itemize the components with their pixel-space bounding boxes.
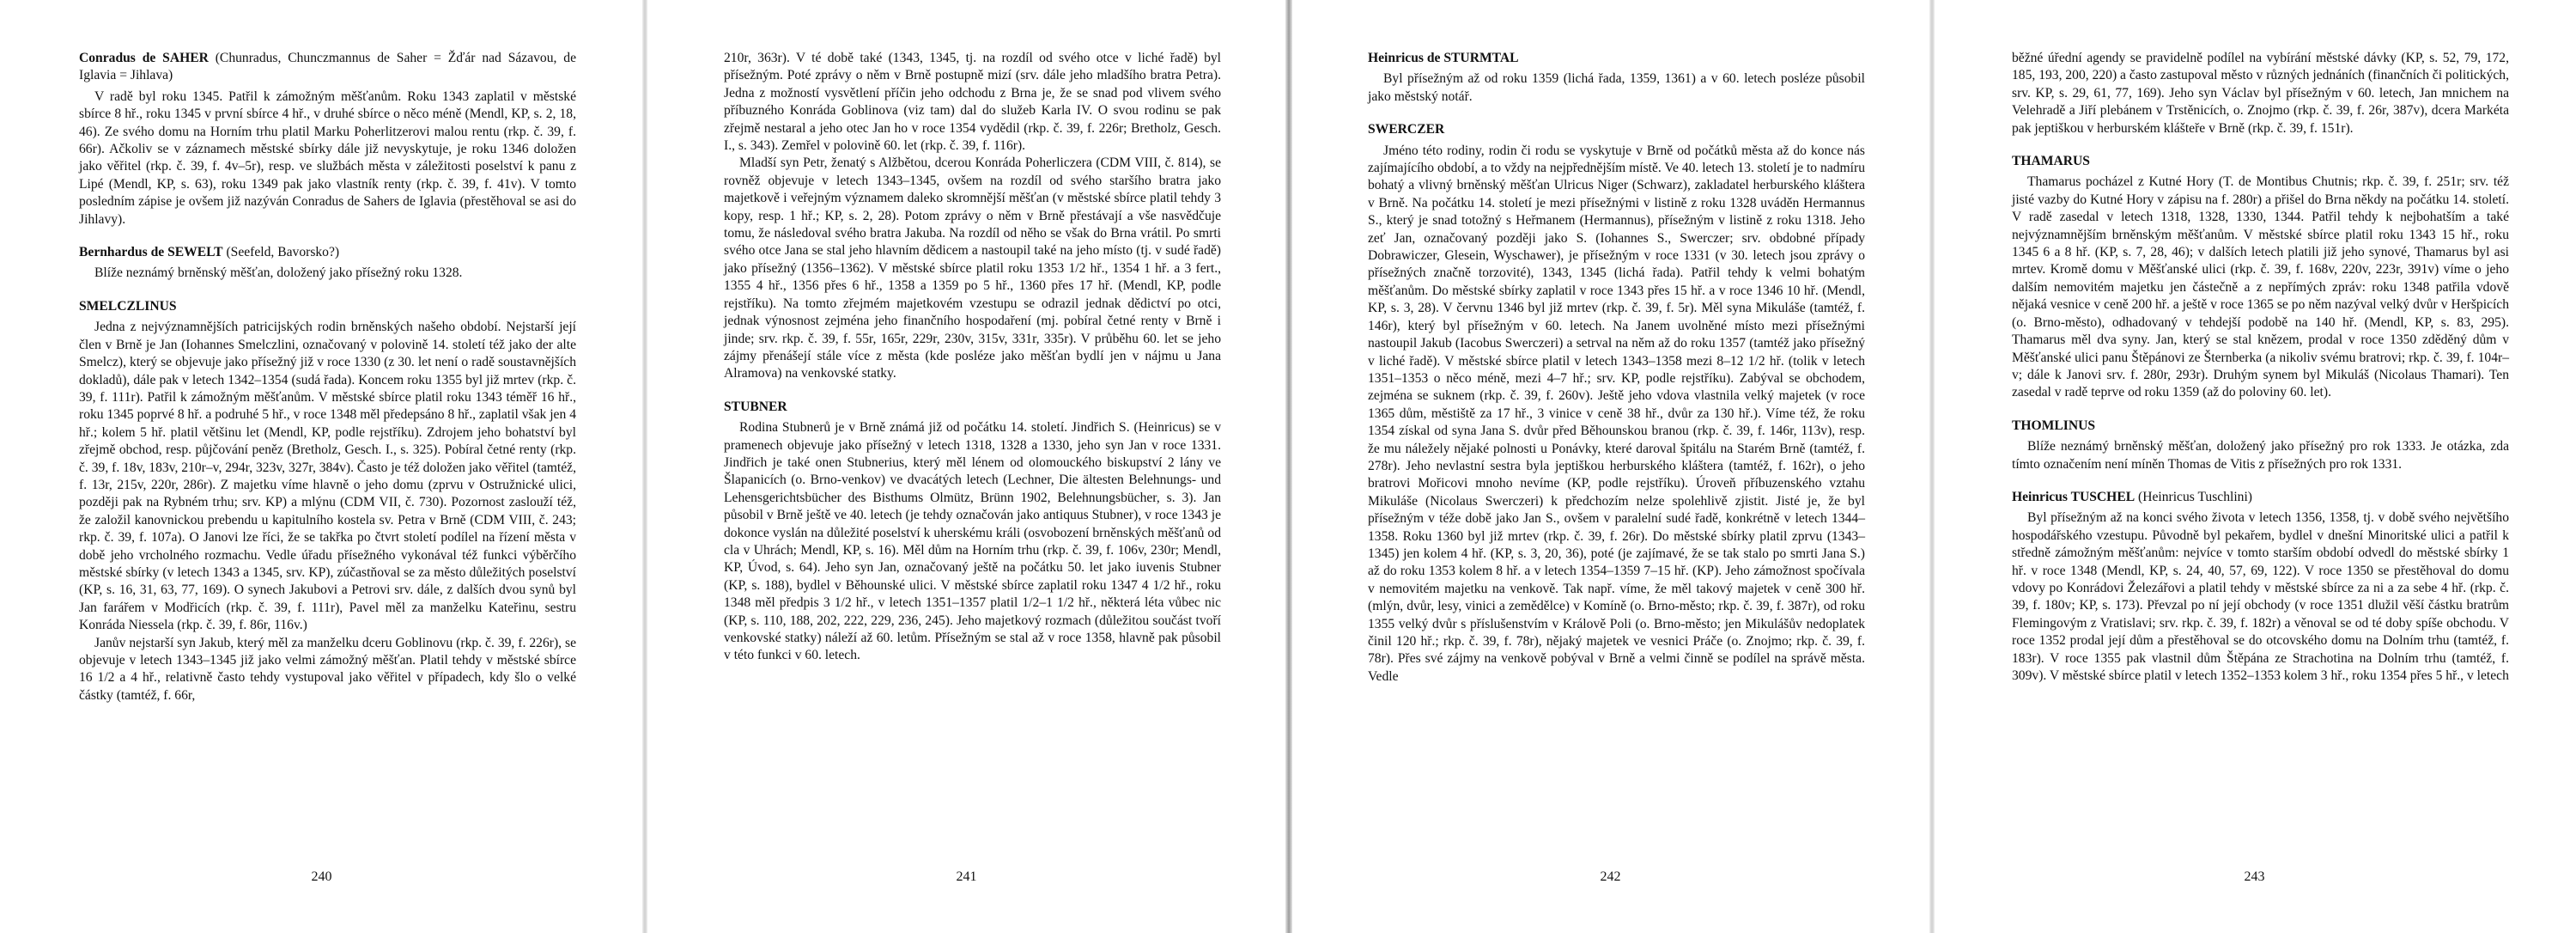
page-242 [1289,0,1932,933]
page-243 [1933,0,2576,933]
page-body [724,50,1221,665]
paragraph: Mladší syn Petr, ženatý s Alžbětou, dcerou Konráda Poherliczera (CDM VIII, č. 814), se rovněž objevuje v letech 1343–1345, ovšem na rozdíl od svého staršího bratra jako majetkově i veřejným významem daleko skromnější měšťan (v městské sbírce platil tehdy 3 kopy, resp. 1 hř.; KP, s. 2, 28). Potom zprávy o něm v Brně přestávají a vše nasvědčuje tomu, že následoval svého bratra Jakuba. Na rozdíl od něho se však do Brna vrátil. Po smrti svého otce Jana se stal jeho hlavním dědicem a nastoupil také na jeho místo (tj. v sudé řadě) jako přísežný (1356–1362). V městské sbírce platil roku 1353 1/2 hř., 1354 1 hř. a 3 fert., 1355 4 hř., 1356 přes 6 hř., 1358 a 1359 po 5 hř., 1360 přes 17 hř. (Mendl, KP, podle rejstříku). Na tomto zřejmém majetkovém vzestupu se odrazil jednak dědictví po otci, jednak výnosnost zejména jeho finančního hospodaření (mj. pobíral četné renty v Brně i jinde; srv. rkp. č. 39, f. 55r, 165r, 229r, 230v, 315v, 331r, 335r). V průběhu 60. let se jeho zájmy přenášejí stále více z města (kde posléze jako měšťan bydlí jen v nájmu u Jana Alramova) na venkovské statky. [724,156,1221,381]
paragraph: Blíže neznámý brněnský měšťan, doložený jako přísežný pro rok 1333. Je otázka, zda tímto označením není míněn Thomas de Vitis z přísežných pro rok 1331. [2012,439,2509,472]
entry-heading [1368,50,1865,67]
paragraph: Jméno této rodiny, rodin či rodu se vyskytuje v Brně od počátků města až do konce nás zajímajícího období, a to vždy na nejpřednějším místě. Ve 40. letech 13. století je to nadmíru bohatý a vlivný brněnský měšťan Ulricus Niger (Schwarz), zakladatel herburského kláštera v Brně. Na počátku 14. století je mezi přísežnými v listině z roku 1328 uváděn Hermannus S., který je snad totožný s Heřmanem (Hermannus), přísežným v listině z roku 1318. Jeho zeť Jan, označovaný později jako S. (Iohannes S., Swerczer; srv. obdobné případy Dobrawiczer, Glesein, Wyschawer), je přísežným v roce 1331 (v 30. letech jsou zprávy o přísežných značně torzovité), 1343, 1345 (lichá řada). Patřil tehdy k velmi bohatým měšťanům. Do městské sbírky zaplatil v roce 1343 přes 15 hř. a v roce 1346 10 hř. (Mendl, KP, s. 3, 28). V červnu 1346 byl již mrtev (rkp. č. 39, f. 5r). Měl syna Mikuláše (tamtéž, f. 146r), který byl přísežným v 60. letech. Na Janem uvolněné místo mezi přísežnými nastoupil Jakub (Iacobus Swerczeri) a setrval na něm až do roku 1357 (tamtéž jako přísežný v liché řadě). V městské sbírce platil v letech 1343–1358 mezi 8–12 1/2 hř. (tolik v letech 1351–1353 o něco méně, mezi 4–7 hř.; srv. KP, podle rejstříku). Zabýval se obchodem, zejména se suknem (rkp. č. 39, f. 260v). Ještě jeho vdova vlastnila velký majetek (v roce 1365 dům, městiště za 17 hř., 3 vinice v ceně 38 hř., dvůr za 130 hř.). Víme též, že roku 1354 získal od syna Jana S. dvůr před Běhounskou branou (rkp. č. 39, f. 146r, 113v), resp. že mu náležely nějaké polnosti u Ponávky, které daroval špitálu na Starém Brně (tamtéž, f. 278r). Jeho nevlastní sestra byla jeptiškou herburského kláštera (tamtéž, f. 162r), o jeho bratrovi Mořicovi mnoho nevíme (KP, podle rejstříku). Úroveň příbuzenského vztahu Mikuláše (Nicolaus Swerczeri) k předchozím nelze spolehlivě zjistit. Jisté je, že byl přísežným v téže době jako Jan S., ovšem v paralelní sudé řadě, konkrétně v letech 1344–1358. Roku 1360 byl již mrtev (rkp. č. 39, f. 26r). Do městské sbírky platil zprvu (1343–1345) jen kolem 4 hř. (KP, s. 3, 20, 36), poté (je zajímavé, že se tak stalo po smrti Jana S.) až do roku 1353 kolem 8 hř. a v letech 1354–1359 7–15 hř. (KP). Jeho zámožnost spočívala v nemovitém majetku na venkově. Tak např. víme, že měl takový majetek v ceně 300 hř. (mlýn, dvůr, lesy, vinici a zemědělce) v Komíně (o. Brno-město; rkp. č. 39, f. 387r), od roku 1355 velký dvůr s příslušenstvím v Králově Poli (o. Brno-město; jen Mikulášův nedoplatek činil 120 hř.; rkp. č. 39, f. 78r), nějaký majetek ve vesnici Práče (o. Znojmo; rkp. č. 39, f. 78r). Přes své zájmy na venkově pobýval v Brně a velmi činně se podílel na správě města. Vedle [1368,143,1865,684]
page-number: 242 [1600,869,1621,884]
page-body [1368,50,1865,686]
page-body [2012,50,2509,685]
section-heading: SWERCZER [1368,122,1445,137]
entry-heading [2012,489,2509,506]
page-body [79,50,576,704]
entry-name: Conradus de SAHER [79,51,209,65]
section-heading: THAMARUS [2012,154,2090,169]
page-240 [0,0,643,933]
page-number: 243 [2244,869,2265,884]
entry-alias: (Heinricus Tuschlini) [2135,489,2253,504]
entry-heading [79,50,576,85]
paragraph: Byl přísežným až na konci svého života v letech 1356, 1358, tj. v době svého největšího hospodářského vzestupu. Původně byl pekařem, bydlel v dnešní Minoritské ulici a patřil k středně zámožným měšťanům: nejvíce v tomto starším období odvedl do městské sbírky 1 hř. v roce 1348 (Mendl, KP, s. 24, 40, 57, 69, 122). V roce 1350 se přestěhoval do domu vdovy po Konrádovi Železářovi a platil tehdy v městské sbírce za ni a za sebe 4 hř. (rkp. č. 39, f. 180v; KP, s. 173). Převzal po ní její obchody (v roce 1351 dlužil věší částku bratrům Flemingovým z Vratislavi; srv. rkp. č. 39, f. 182r) a věnoval se od té doby spíše obchodu. V roce 1352 prodal její dům a přestěhoval se do otcovského domu na Dolním trhu (tamtéž, f. 183r). V roce 1355 pak vlastnil dům Štěpána ze Strachotina na Dolním trhu (tamtéž, f. 309v). V městské sbírce platil v letech 1352–1353 kolem 3 hř., roku 1354 přes 5 hř., v letech [2012,510,2509,683]
section-heading: STUBNER [724,399,787,414]
section-heading: THOMLINUS [2012,418,2096,433]
paragraph: Jedna z nejvýznamnějších patricijských rodin brněnských našeho období. Nejstarší její člen v Brně je Jan (Iohannes Smelczlini, označovaný v polovině 14. století též jako der alte Smelcz), který se objevuje jako přísežný již v roce 1330 (z 30. let není o radě soustavnějších dokladů), dále pak v letech 1342–1354 (sudá řada). Koncem roku 1355 byl již mrtev (rkp. č. 39, f. 111r). Patřil k zámožným měšťanům. V městské sbírce platil roku 1343 téměř 16 hř., roku 1345 poprvé 8 hř. a podruhé 5 hř., v roce 1348 měl předepsáno 8 hř., zaplatil však jen 4 hř.; kolem 5 hř. platil většinu let (Mendl, KP, podle rejstříku). Zdrojem jeho bohatství byl zřejmě obchod, resp. půjčování peněz (Bretholz, Gesch. I., s. 325). Pobíral četné renty (rkp. č. 39, f. 18v, 183v, 210r–v, 294r, 323v, 327r, 384v). Často je též doložen jako věřitel (tamtéž, f. 13r, 215v, 220r, 286r). Z majetku víme hlavně o jeho domu (zprvu v Ostružnické ulici, později pak na Rybném trhu; srv. KP) a mlýnu (CDM VII, č. 730). Pozornost zaslouží též, že založil kanovnickou prebendu u kapitulního kostela sv. Petra v Brně (CDM VIII, č. 243; rkp. č. 39, f. 107a). O Janovi lze říci, že se takřka po čtvrt století podílel na řízení města v době jeho vrcholného rozmachu. Vedle úřadu přísežného vykonával též funkci výběrčího městské sbírky (v letech 1343 a 1345, srv. KP), zúčastňoval se za město důležitých poselství (KP, s. 16, 31, 63, 77, 169). O synech Jakubovi a Petrovi srv. dále, z dalších dvou synů byl Jan farářem v Modřicích (rkp. č. 39, f. 111r), Pavel měl za manželku Kateřinu, sestru Konráda Niessela (rkp. č. 39, f. 86r, 116v.) [79,320,576,633]
paragraph: běžné úřední agendy se pravidelně podílel na vybírání městské dávky (KP, s. 52, 79, 172, 185, 193, 200, 220) a často zastupoval město v různých jednáních (finančních či politických, srv. KP, s. 29, 61, 77, 169). Jeho syn Václav byl přísežným v 60. letech, Jan mnichem na Velehradě a Jiří plebánem v Trstěnicích, o. Znojmo (rkp. č. 39, f. 26r, 387v), dcera Markéta pak jeptiškou v herburském klášteře v Brně (rkp. č. 39, f. 151r). [2012,51,2509,136]
page-number: 241 [956,869,977,884]
entry-name: Bernhardus de SEWELT [79,245,223,260]
paragraph: Blíže neznámý brněnský měšťan, doložený jako přísežný roku 1328. [94,265,463,281]
page-241 [645,0,1288,933]
paragraph: 210r, 363r). V té době také (1343, 1345, tj. na rozdíl od svého otce v liché řadě) byl přísežným. Poté zprávy o něm v Brně postupně mizí (srv. dále jeho mladšího bratra Petra). Jedna z možností vysvětlení příčin jeho odchodu z Brna je, že se snad pod vlivem svého příbuzného Konráda Goblinova (viz tam) dal do služeb Karla IV. O svou rodinu se pak zřejmě nestaral a jeho otec Jan ho v roce 1354 vydědil (rkp. č. 39, f. 226r; Bretholz, Gesch. I., s. 343). Zemřel v polovině 60. let (rkp. č. 39, f. 116r). [724,51,1221,154]
paragraph: Rodina Stubnerů je v Brně známá již od počátku 14. století. Jindřich S. (Heinricus) se v pramenech objevuje jako přísežný v letech 1318, 1328 a 1330, jeho syn Jan v roce 1331. Jindřich je také onen Stubnerius, který měl lénem od olomouckého biskupství 2 lány ve Šlapanicích (o. Brno-venkov) ve dvacátých letech (Lechner, Die ältesten Belehnungs- und Lehensgerichtsbücher des Bisthums Olmütz, Brünn 1902, Belehnungsbücher, s. 3). Jan působil v Brně ještě ve 40. letech (je tehdy označován jako antiquus Stubner), v roce 1343 je dokonce vyslán na důležité poselství k uherskému králi (osvobození brněnských měšťanů od cla v Uhrách; Mendl, KP, s. 16). Měl dům na Horním trhu (rkp. č. 39, f. 106v, 230r; Mendl, KP, Úvod, s. 64). Jeho syn Jan, označovaný ještě na počátku 50. let jako iuvenis Stubner (KP, s. 188), bydlel v Běhounské ulici. V městské sbírce zaplatil roku 1347 4 1/2 hř., roku 1348 měl předpis 3 1/2 hř., v letech 1351–1357 platil 1/2–1 1/2 hř., některá léta vůbec nic (KP, s. 110, 188, 202, 222, 229, 236, 245). Jeho majetkový rozmach (důležitou součást tvoří venkovské statky) náleží až 60. letům. Přísežným se stal až v roce 1358, hlavně pak působil v této funkci v 60. letech. [724,420,1221,663]
section-heading: SMELCZLINUS [79,298,177,314]
entry-alias: (Seefeld, Bavorsko?) [222,245,340,260]
entry-alias: (Chunradus, Chunczmannus de Saher = Žďár nad Sázavou, de Iglavia = Jihlava) [79,51,576,83]
paragraph: V radě byl roku 1345. Patřil k zámožným měšťanům. Roku 1343 zaplatil v městské sbírce 8 hř., roku 1345 v první sbírce 4 hř., v druhé sbírce o něco méně (Mendl, KP, s. 2, 18, 46). Ze svého domu na Horním trhu platil Marku Poherlitzerovi malou rentu (rkp. č. 39, f. 66r). Ačkoliv se v záznamech městské sbírky dále již nevyskytuje, je roku 1346 doložen jako věřitel (rkp. č. 39, f. 4v–5r), resp. ve službách města v záležitosti poselství k panu z Lipé (Mendl, KP, s. 63), roku 1349 pak jako vlastník renty (rkp. č. 39, f. 41v). V tomto posledním zápise je ovšem již nazýván Conradus de Sahers de Iglavia (přestěhoval se asi do Jihlavy). [79,88,576,227]
paragraph: Thamarus pocházel z Kutné Hory (T. de Montibus Chutnis; rkp. č. 39, f. 251r; srv. též jisté vazby do Kutné Hory v zápisu na f. 280r) a přišel do Brna někdy na počátku 14. století. V radě zasedal v letech 1318, 1328, 1330, 1344. Patřil tehdy k nejbohatším a také nejvýznamnějším brněnským měšťanům. V městské sbírce platil roku 1343 15 hř., roku 1345 6 a 8 hř. (KP, s. 7, 28, 46); v dalších letech platili již jeho synové, Thamarus byl asi mrtev. Kromě domu v Měšťanské ulici (rkp. č. 39, f. 168v, 220v, 223r, 391v) víme o jeho dalším nemovitém majetku jen částečně a z nepřímých zpráv: roku 1348 patřila vdově nějaká vesnice v ceně 200 hř. a ještě v roce 1365 se po něm nazýval velký dvůr v Heršpicích (o. Brno-město), odhadovaný v tehdejší podobě na 140 hř. (Mendl, KP, s. 83, 295). Thamarus měl dva syny. Jan, který se stal knězem, prodal v roce 1350 zděděný dům v Měšťanské ulici panu Štěpánovi ze Šternberka (a nikoliv svému bratrovi; rkp. č. 39, f. 104r–v; dále k Janovi srv. f. 280r, 293r). Druhým synem byl Mikuláš (Nicolaus Thamari). Ten zasedal v radě teprve od roku 1359 (až do poloviny 60. let). [2012,174,2509,400]
page-number: 240 [311,869,332,884]
entry-name: Heinricus de STURMTAL [1368,51,1519,65]
paragraph: Janův nejstarší syn Jakub, který měl za manželku dceru Goblinovu (rkp. č. 39, f. 226r), se objevuje v letech 1343–1345 již jako velmi zámožný měšťan. Platil tehdy v městské sbírce 16 1/2 a 4 hř., relativně často tehdy vystupoval jako věřitel v případech, kdy šlo o velké částky (tamtéž, f. 66r, [79,635,576,703]
paragraph: Byl přísežným až od roku 1359 (lichá řada, 1359, 1361) a v 60. letech posléze působil jako městský notář. [1368,71,1865,104]
entry-name: Heinricus TUSCHEL [2012,489,2136,504]
entry-heading [79,244,576,261]
